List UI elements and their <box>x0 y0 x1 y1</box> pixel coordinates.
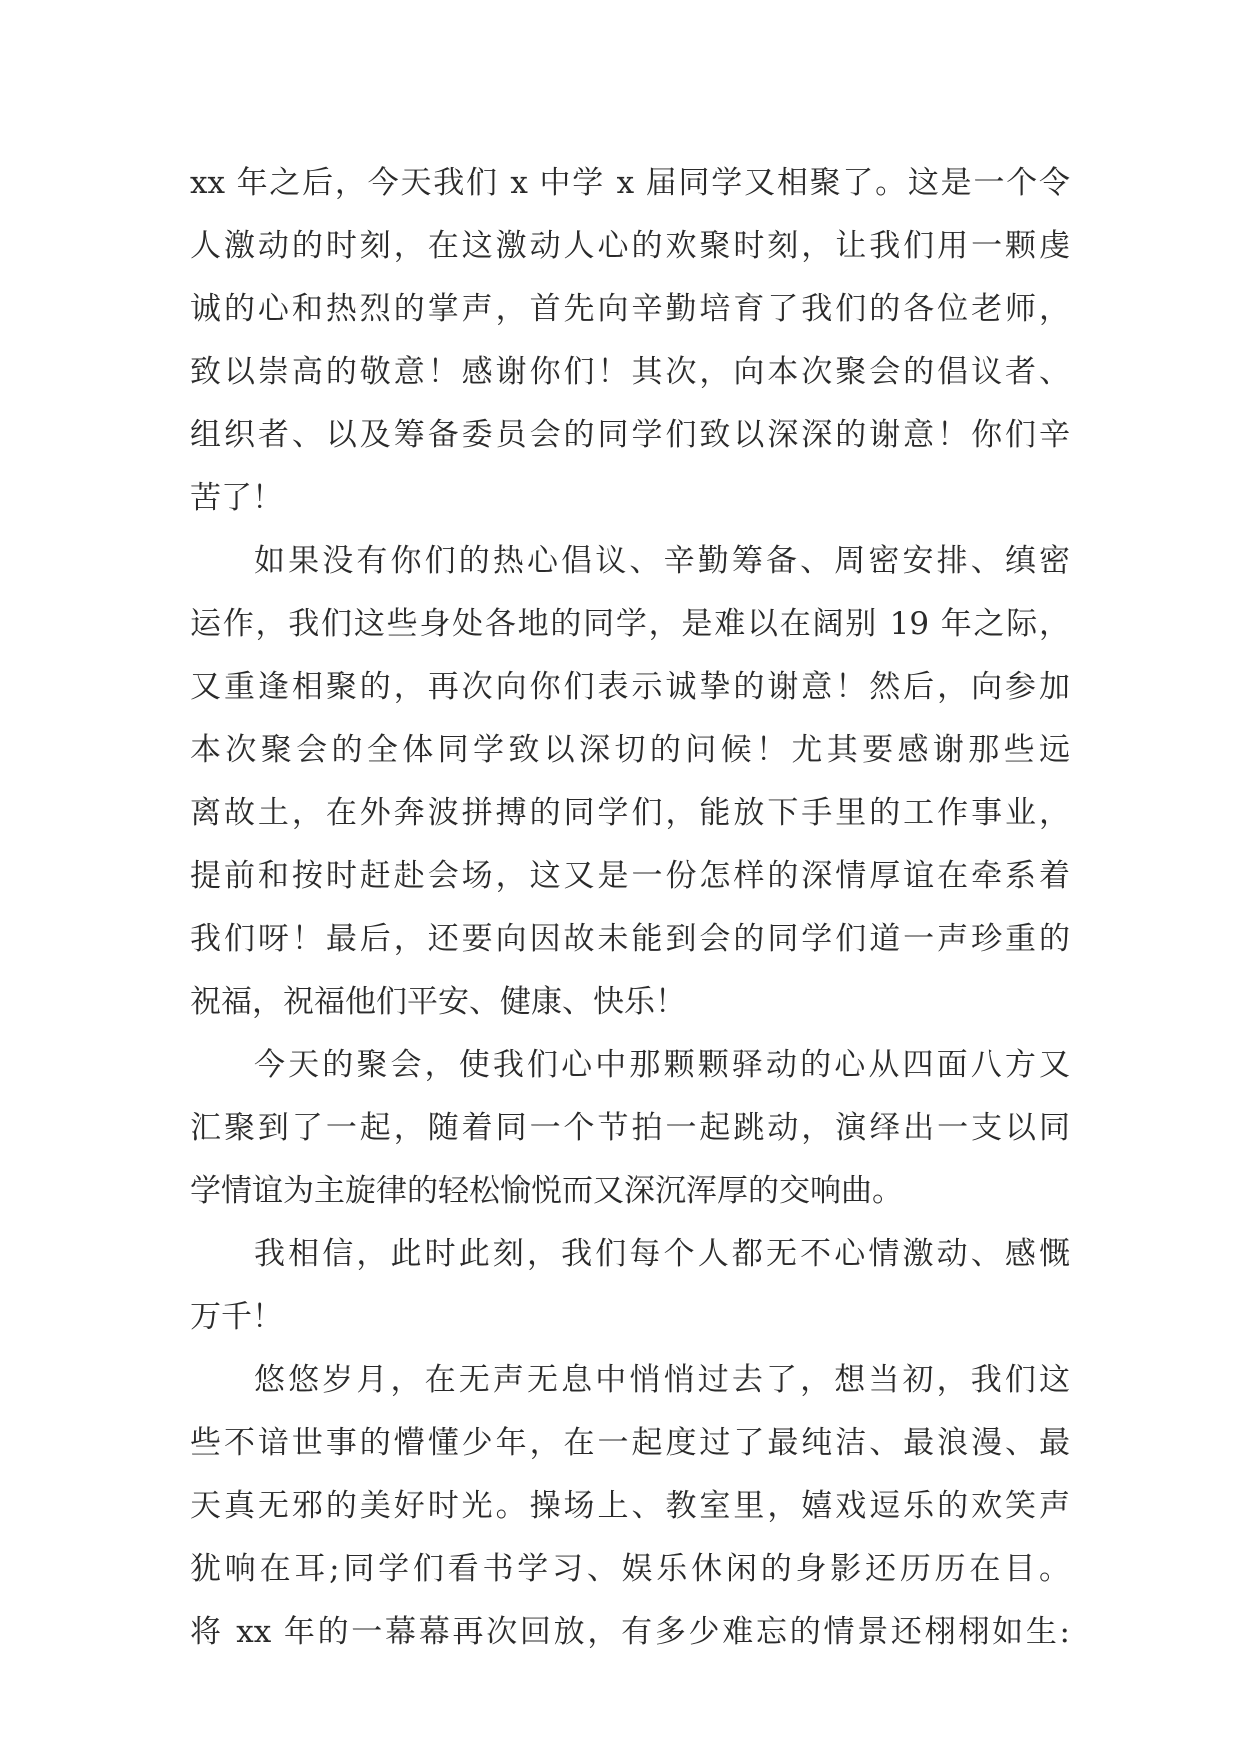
text-line: 运作，我们这些身处各地的同学，是难以在阔别 19 年之际， <box>190 606 1070 642</box>
text-line: 汇聚到了一起，随着同一个节拍一起跳动，演绎出一支以同 <box>190 1110 1070 1146</box>
text-line: 如果没有你们的热心倡议、辛勤筹备、周密安排、缜密 <box>254 543 1070 579</box>
text-line: 人激动的时刻，在这激动人心的欢聚时刻，让我们用一颗虔 <box>190 228 1070 264</box>
paragraph-4 <box>190 1223 1070 1349</box>
text-line: 万千！ <box>190 1299 283 1335</box>
text-line: 天真无邪的美好时光。操场上、教室里，嬉戏逗乐的欢笑声 <box>190 1488 1070 1524</box>
text-line: xx 年之后，今天我们 x 中学 x 届同学又相聚了。这是一个令 <box>190 165 1070 201</box>
text-line: 学情谊为主旋律的轻松愉悦而又深沉浑厚的交响曲。 <box>190 1173 903 1209</box>
text-line: 离故土，在外奔波拼搏的同学们，能放下手里的工作事业， <box>190 795 1070 831</box>
document-body <box>190 152 1070 1664</box>
text-line: 祝福，祝福他们平安、健康、快乐！ <box>190 984 686 1020</box>
text-line: 又重逢相聚的，再次向你们表示诚挚的谢意！然后，向参加 <box>190 669 1070 705</box>
paragraph-3 <box>190 1034 1070 1223</box>
paragraph-1 <box>190 152 1070 530</box>
text-line: 本次聚会的全体同学致以深切的问候！尤其要感谢那些远 <box>190 732 1070 768</box>
text-line: 犹响在耳;同学们看书学习、娱乐休闲的身影还历历在目。 <box>190 1551 1070 1587</box>
text-line: 诚的心和热烈的掌声，首先向辛勤培育了我们的各位老师， <box>190 291 1070 327</box>
text-line: 提前和按时赶赴会场，这又是一份怎样的深情厚谊在牵系着 <box>190 858 1070 894</box>
text-line: 悠悠岁月，在无声无息中悄悄过去了，想当初，我们这 <box>254 1362 1070 1398</box>
text-line: 今天的聚会，使我们心中那颗颗驿动的心从四面八方又 <box>254 1047 1070 1083</box>
text-line: 我们呀！最后，还要向因故未能到会的同学们道一声珍重的 <box>190 921 1070 957</box>
paragraph-2 <box>190 530 1070 1034</box>
text-line: 组织者、以及筹备委员会的同学们致以深深的谢意！你们辛 <box>190 417 1070 453</box>
text-line: 将 xx 年的一幕幕再次回放，有多少难忘的情景还栩栩如生: <box>190 1614 1070 1650</box>
text-line: 致以崇高的敬意！感谢你们！其次，向本次聚会的倡议者、 <box>190 354 1070 390</box>
paragraph-5 <box>190 1349 1070 1664</box>
text-line: 苦了！ <box>190 480 283 516</box>
text-line: 些不谙世事的懵懂少年，在一起度过了最纯洁、最浪漫、最 <box>190 1425 1070 1461</box>
text-line: 我相信，此时此刻，我们每个人都无不心情激动、感慨 <box>254 1236 1070 1272</box>
